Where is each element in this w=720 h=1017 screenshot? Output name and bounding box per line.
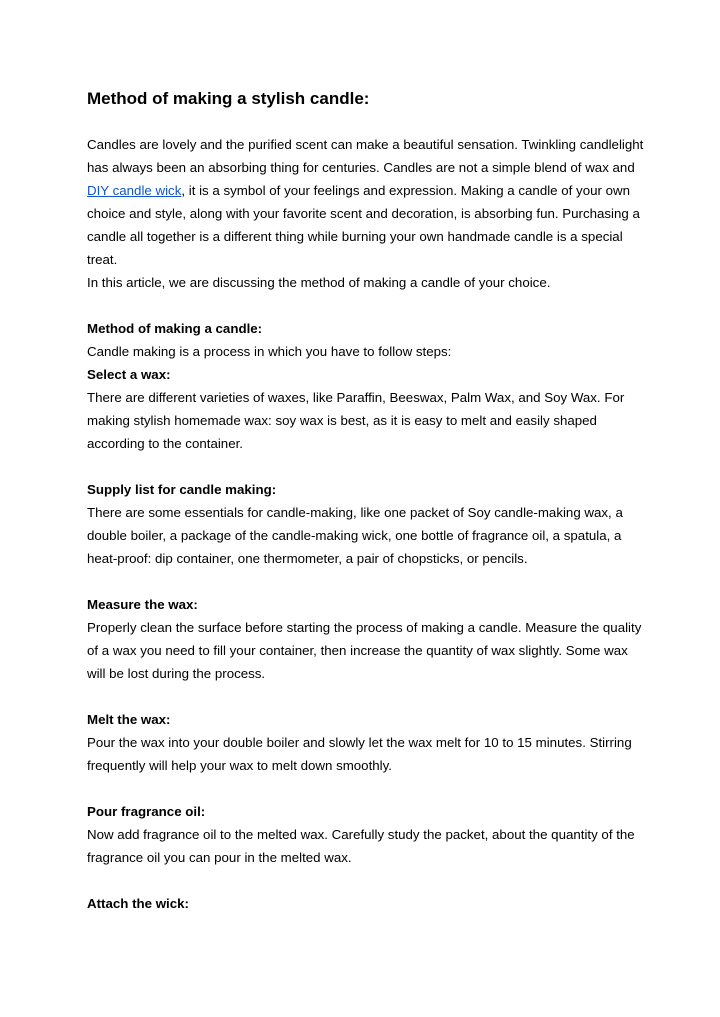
section-body-melt: Pour the wax into your double boiler and slowly let the wax melt for 10 to 15 minutes. Stirring frequently will help your wax to melt down smoothly. <box>87 735 632 773</box>
section-body-measure: Properly clean the surface before starting the process of making a candle. Measure the quality of a wax you need to fill your container, then increase the quantity of wax slightly. Some wax will be lost during the process. <box>87 620 642 681</box>
spacer <box>87 869 647 892</box>
section-body-pour: Now add fragrance oil to the melted wax. Carefully study the packet, about the quantity of the fragrance oil you can pour in the melted wax. <box>87 827 635 865</box>
section-body-method: Candle making is a process in which you have to follow steps: <box>87 344 452 359</box>
section-heading-measure: Measure the wax: <box>87 597 198 612</box>
section-heading-attach: Attach the wick: <box>87 896 189 911</box>
section-heading-melt: Melt the wax: <box>87 712 171 727</box>
intro-text-part1: Candles are lovely and the purified scent can make a beautiful sensation. Twinkling candlelight has always been an absorbing thing for centuries. Candles are not a simple blend of wax and <box>87 137 644 175</box>
section-heading-supply: Supply list for candle making: <box>87 482 277 497</box>
section-body-select-wax: There are different varieties of waxes, like Paraffin, Beeswax, Palm Wax, and Soy Wax. For making stylish homemade wax: soy wax is best, as it is easy to melt and easily shaped according to the container. <box>87 390 625 451</box>
section-heading-select-wax: Select a wax: <box>87 367 171 382</box>
spacer <box>87 685 647 708</box>
intro-paragraph <box>87 133 647 271</box>
intro-line2: In this article, we are discussing the method of making a candle of your choice. <box>87 275 551 290</box>
spacer <box>87 294 647 317</box>
intro-text-part2: , it is a symbol of your feelings and expression. Making a candle of your own choice and style, along with your favorite scent and decoration, is absorbing fun. Purchasing a candle all together is a different thing while burning your own handmade candle is a special treat. <box>87 183 640 267</box>
diy-candle-wick-link[interactable]: DIY candle wick <box>87 183 182 198</box>
section-heading-pour: Pour fragrance oil: <box>87 804 206 819</box>
spacer <box>87 777 647 800</box>
spacer <box>87 455 647 478</box>
spacer <box>87 570 647 593</box>
section-body-supply: There are some essentials for candle-making, like one packet of Soy candle-making wax, a double boiler, a package of the candle-making wick, one bottle of fragrance oil, a spatula, a heat-proof: dip container, one thermometer, a pair of chopsticks, or pencils. <box>87 505 623 566</box>
section-heading-method: Method of making a candle: <box>87 321 263 336</box>
document-content <box>87 87 647 915</box>
page-title: Method of making a stylish candle: <box>87 89 370 108</box>
